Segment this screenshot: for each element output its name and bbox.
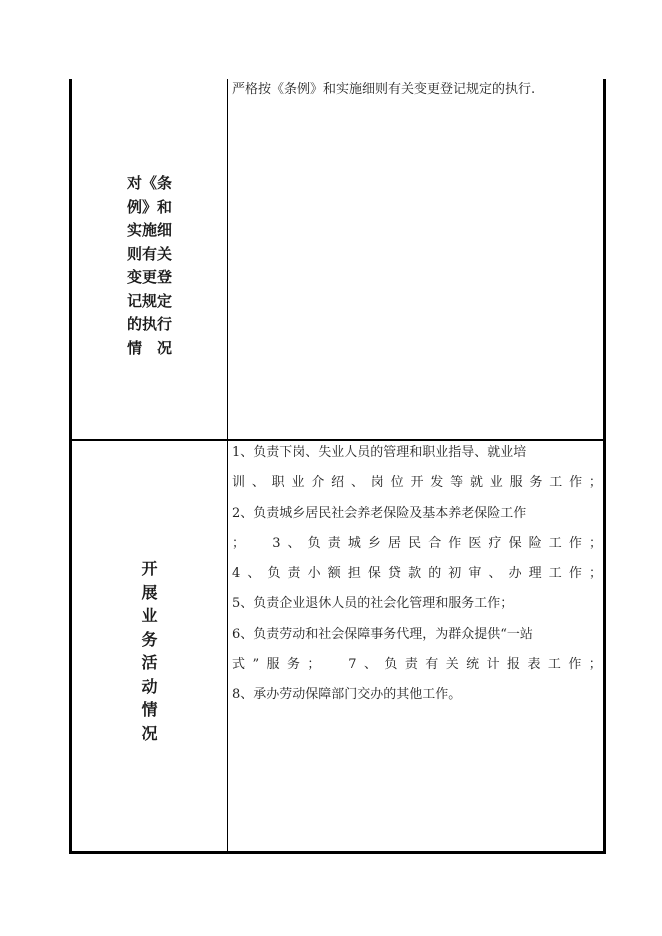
content-char: 务 — [286, 657, 300, 673]
content-char: 开 — [410, 475, 424, 491]
content-char: 关 — [445, 657, 459, 673]
table-border-right — [603, 79, 606, 854]
content-char: 绍 — [331, 475, 345, 491]
content-line: 2、负责城乡居民社会养老保险及基本养老保险工作 — [232, 505, 527, 521]
label-line: 的执行 — [126, 315, 172, 333]
content-char: 的 — [428, 566, 442, 582]
label-char: 务 — [141, 629, 158, 649]
content-char: 表 — [527, 657, 541, 673]
content-char: ； — [588, 535, 602, 551]
content-char: ； — [588, 657, 602, 673]
content-line: 8、承办劳动保障部门交办的其他工作。 — [232, 687, 462, 703]
content-char: 报 — [507, 657, 521, 673]
content-char: 审 — [468, 566, 482, 582]
content-char: 计 — [486, 657, 500, 673]
row-label-change-registration — [72, 79, 227, 439]
content-char: 疗 — [488, 535, 502, 551]
content-char: 民 — [408, 535, 422, 551]
row-label-text — [140, 557, 160, 745]
content-char: ； — [307, 657, 321, 673]
row-content-change-registration: 严格按《条例》和实施细则有关变更登记规定的执行. — [232, 82, 536, 97]
content-char: 3 — [272, 535, 281, 551]
content-char: 7 — [348, 657, 357, 673]
content-char: 负 — [307, 535, 321, 551]
content-char: 居 — [388, 535, 402, 551]
content-char: 训 — [232, 475, 246, 491]
content-line — [232, 655, 602, 685]
content-line: 1、负责下岗、失业人员的管理和职业指导、就业培 — [232, 445, 527, 460]
content-char: 工 — [547, 657, 561, 673]
content-char: ； — [588, 475, 602, 491]
label-line: 情 况 — [126, 338, 172, 357]
content-char: 额 — [327, 566, 341, 582]
content-char — [252, 534, 265, 564]
content-char: 服 — [266, 657, 280, 673]
content-char: 小 — [307, 566, 321, 582]
content-char: 、 — [488, 566, 502, 582]
registration-table — [69, 79, 606, 854]
label-char: 活 — [141, 653, 158, 672]
row-label-business-activities — [72, 441, 227, 851]
content-char: 乡 — [367, 535, 381, 551]
content-line: 5、负责企业退休人员的社会化管理和服务工作； — [232, 596, 514, 612]
content-char: 工 — [548, 566, 562, 582]
content-char: 担 — [347, 566, 361, 582]
content-char: 负 — [267, 566, 281, 582]
label-char: 情 — [141, 700, 158, 719]
row-label-text — [120, 172, 180, 360]
label-line: 例》和 — [126, 197, 172, 216]
content-char: 责 — [404, 657, 418, 673]
content-char: 责 — [287, 566, 301, 582]
column-divider — [227, 79, 228, 854]
content-char: 城 — [347, 535, 361, 551]
row-content-business-activities — [232, 443, 602, 716]
label-char: 开 — [141, 559, 158, 578]
label-char: 动 — [141, 676, 158, 696]
content-char: 介 — [311, 475, 325, 491]
content-char: 职 — [271, 475, 285, 491]
content-char: 款 — [408, 566, 422, 582]
content-line — [232, 534, 602, 564]
content-char: 、 — [363, 657, 377, 673]
content-char: 作 — [568, 535, 582, 551]
content-char: 务 — [529, 475, 543, 491]
content-char: 统 — [466, 657, 480, 673]
label-line: 记规定 — [126, 291, 172, 310]
content-char: 办 — [508, 566, 522, 582]
label-line: 则有关 — [126, 244, 172, 263]
content-char: 保 — [367, 566, 381, 582]
content-char: 初 — [448, 566, 462, 582]
content-char: 责 — [327, 535, 341, 551]
content-char: ； — [588, 566, 602, 582]
content-char: 、 — [251, 475, 265, 491]
content-char — [328, 655, 341, 685]
content-char: 合 — [428, 535, 442, 551]
content-char: 就 — [469, 475, 483, 491]
content-char: 业 — [489, 475, 503, 491]
content-char: 有 — [425, 657, 439, 673]
content-line — [232, 473, 602, 503]
content-char: 岗 — [370, 475, 384, 491]
content-char: 、 — [247, 566, 261, 582]
content-char: 4 — [232, 566, 241, 582]
content-char: 理 — [528, 566, 542, 582]
content-char: 服 — [509, 475, 523, 491]
content-char: 等 — [450, 475, 464, 491]
label-line: 对《条 — [126, 174, 172, 192]
content-char: 险 — [528, 535, 542, 551]
content-char: 贷 — [388, 566, 402, 582]
content-char: 作 — [569, 475, 583, 491]
content-char: ； — [232, 535, 246, 551]
content-char: 工 — [549, 475, 563, 491]
content-char: 、 — [350, 475, 364, 491]
content-char: 作 — [448, 535, 462, 551]
label-line: 变更登 — [126, 268, 172, 286]
content-char: 式 — [232, 657, 246, 673]
content-char: 位 — [390, 475, 404, 491]
label-char: 业 — [141, 606, 158, 625]
content-char: 作 — [568, 657, 582, 673]
content-char: 、 — [287, 535, 301, 551]
content-char: 负 — [384, 657, 398, 673]
content-char: 作 — [568, 566, 582, 582]
content-char: 工 — [548, 535, 562, 551]
content-char: ” — [252, 657, 260, 673]
content-char: 保 — [508, 535, 522, 551]
table-border-bottom — [69, 851, 606, 854]
content-line: 6、负责劳动和社会保障事务代理，为群众提供“一站 — [232, 626, 533, 642]
content-char: 业 — [291, 475, 305, 491]
label-char: 展 — [141, 582, 158, 602]
label-line: 实施细 — [126, 221, 172, 239]
content-line — [232, 564, 602, 594]
content-char: 医 — [468, 535, 482, 551]
label-char: 况 — [141, 723, 158, 743]
content-char: 发 — [430, 475, 444, 491]
